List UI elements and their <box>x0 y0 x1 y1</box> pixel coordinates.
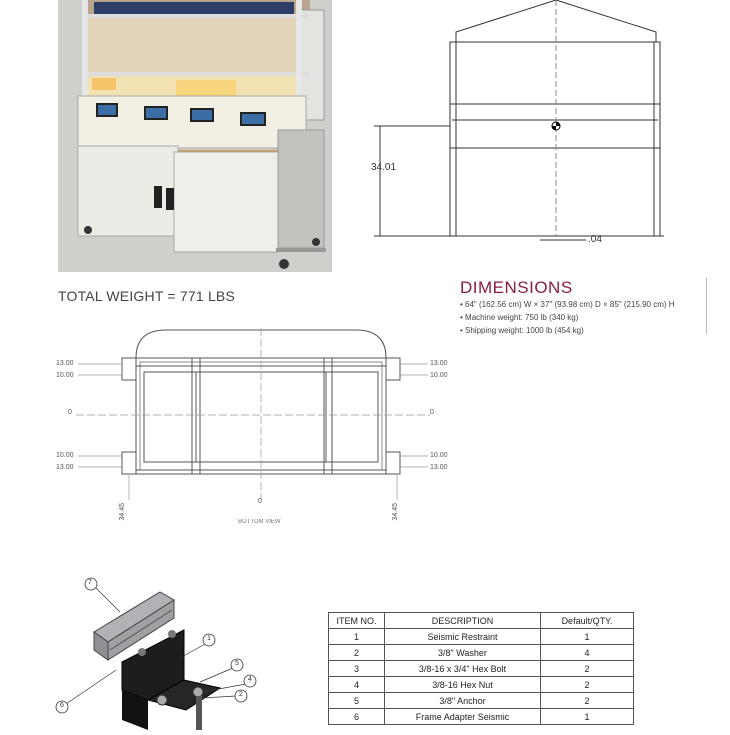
table-row <box>329 709 634 725</box>
dim-label: 13.00 <box>430 464 448 471</box>
column-header-item-no: ITEM NO. <box>329 613 385 629</box>
description-cell: 3/8" Washer <box>385 645 541 661</box>
column-header-qty: Default/QTY. <box>541 613 634 629</box>
dimensions-item: • Machine weight: 750 lb (340 kg) <box>460 313 579 322</box>
table-row <box>329 661 634 677</box>
dim-label: 0 <box>68 409 72 416</box>
dimensions-list <box>460 298 675 337</box>
dim-label: 10.00 <box>430 372 448 379</box>
description-cell: Seismic Restraint <box>385 629 541 645</box>
dimensions-title: DIMENSIONS <box>460 278 573 297</box>
dim-label: 13.00 <box>430 360 448 367</box>
balloon-label: 1 <box>207 635 211 642</box>
qty-cell: 2 <box>541 677 634 693</box>
balloon-label: 2 <box>239 691 243 698</box>
bottom-view-right-labels-lower <box>430 450 448 474</box>
item-no-cell: 4 <box>329 677 385 693</box>
item-no-cell: 3 <box>329 661 385 677</box>
column-header-description: DESCRIPTION <box>385 613 541 629</box>
dim-label: 13.00 <box>56 464 74 471</box>
bottom-view-left-labels <box>56 358 74 382</box>
bottom-view-right-labels <box>430 358 448 382</box>
dim-label: 34.45 <box>392 503 399 521</box>
qty-cell: 2 <box>541 693 634 709</box>
description-cell: Frame Adapter Seismic <box>385 709 541 725</box>
qty-cell: 4 <box>541 645 634 661</box>
qty-cell: 2 <box>541 661 634 677</box>
item-no-cell: 6 <box>329 709 385 725</box>
machine-photo <box>58 0 332 272</box>
total-weight-title: TOTAL WEIGHT = 771 LBS <box>58 288 236 304</box>
balloon-label: 5 <box>235 660 239 667</box>
side-elevation-drawing <box>360 0 690 255</box>
seismic-restraint-exploded-view <box>50 570 270 730</box>
table-row <box>329 677 634 693</box>
height-dimension-label: 34.01 <box>371 162 397 173</box>
dim-label: 0 <box>258 498 262 505</box>
item-no-cell: 2 <box>329 645 385 661</box>
qty-cell: 1 <box>541 629 634 645</box>
balloon-label: 7 <box>88 579 92 586</box>
clearance-dimension-label: .04 <box>588 234 602 245</box>
dimensions-item: • Shipping weight: 1000 lb (454 kg) <box>460 326 584 335</box>
dim-label: 10.00 <box>56 372 74 379</box>
dim-label: 10.00 <box>430 452 448 459</box>
description-cell: 3/8" Anchor <box>385 693 541 709</box>
table-row <box>329 693 634 709</box>
balloon-label: 6 <box>60 702 64 709</box>
dim-label: 34.45 <box>119 503 126 521</box>
description-cell: 3/8-16 Hex Nut <box>385 677 541 693</box>
table-header-row <box>329 613 634 629</box>
dimensions-item: • 64" (162.56 cm) W × 37" (93.98 cm) D × 85" (215.90 cm) H <box>460 300 675 309</box>
item-no-cell: 5 <box>329 693 385 709</box>
bottom-view-left-labels-lower <box>56 450 74 474</box>
table-row <box>329 629 634 645</box>
machine-photo-icon <box>58 0 332 272</box>
dim-label: 10.00 <box>56 452 74 459</box>
qty-cell: 1 <box>541 709 634 725</box>
dim-label: 0 <box>430 409 434 416</box>
description-cell: 3/8-16 x 3/4" Hex Bolt <box>385 661 541 677</box>
item-no-cell: 1 <box>329 629 385 645</box>
divider <box>706 278 707 334</box>
bill-of-materials-table <box>328 612 634 725</box>
bottom-view-drawing <box>56 328 456 526</box>
dim-label: 13.00 <box>56 360 74 367</box>
balloon-label: 4 <box>248 676 252 683</box>
table-row <box>329 645 634 661</box>
bottom-view-caption: BOTTOM VIEW <box>238 519 281 525</box>
